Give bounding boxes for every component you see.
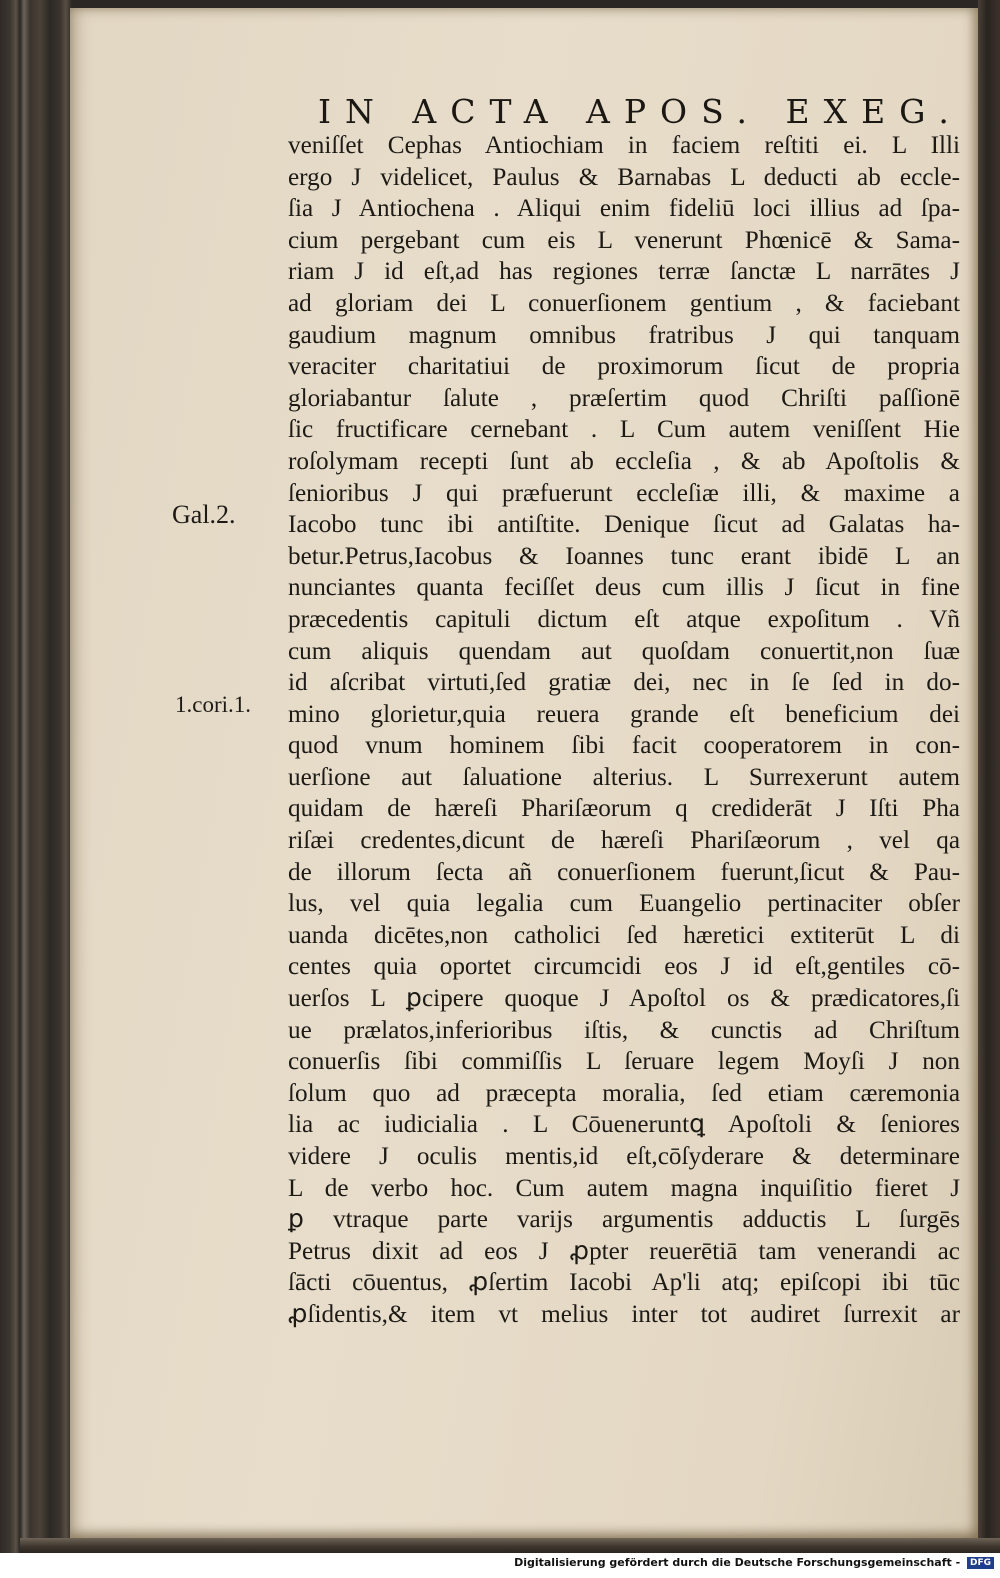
text-line: id aſcribat virtuti,ſed gratiæ dei, nec in ſe ſed in do- [288,669,960,697]
text-line: ſācti cōuentus, ꝓſertim Iacobi Ap'li atq; epiſcopi ibi tūc [288,1269,960,1297]
text-line: ſic fructificare cernebant . L Cum autem veniſſent Hie [288,416,960,444]
text-line: uerſos L ꝑcipere quoque J Apoſtol os & prædicatores,ſi [288,985,960,1013]
text-line: ad gloriam dei L conuerſionem gentium , & faciebant [288,289,960,317]
dfg-logo: DFG [967,1557,994,1569]
text-line: uanda dicētes,non catholici ſed hæretici extiterūt L di [288,921,960,949]
text-line: quidam de hæreſi Phariſæorum q crediderāt J Iſti Pha [288,795,960,823]
text-line: gloriabantur ſalute , præſertim quod Chriſti paſſionē [288,384,960,412]
page-edge-right [978,0,1000,1553]
text-line: ſolum quo ad præcepta moralia, ſed etiam cæremonia [288,1079,960,1107]
text-line: gaudium magnum omnibus fratribus J qui tanquam [288,321,960,349]
text-line: ergo J videlicet, Paulus & Barnabas L deducti ab eccle- [288,163,960,191]
text-line: ſenioribus J qui præfuerunt eccleſiæ illi, & maxime a [288,479,960,507]
text-block [288,130,960,1331]
text-line: cum aliquis quendam aut quoſdam conuertit,non ſuæ [288,637,960,665]
text-line: veniſſet Cephas Antiochiam in faciem reſtiti ei. L Illi [288,132,960,159]
text-line: ſia J Antiochena . Aliqui enim fideliū loci illius ad ſpa- [288,195,960,223]
text-line: præcedentis capituli dictum eſt atque expoſitum . Vñ [288,605,960,633]
text-line: veraciter charitatiui de proximorum ſicut de propria [288,353,960,381]
text-line: quod vnum hominem ſibi facit cooperatorem in con- [288,732,960,760]
margin-note-gal: Gal.2. [172,500,236,529]
text-line: mino glorietur,quia reuera grande eſt beneficium dei [288,700,960,728]
text-line: Iacobo tunc ibi antiſtite. Denique ſicut ad Galatas ha- [288,511,960,539]
text-line: L de verbo hoc. Cum autem magna inquiſitio fieret J [288,1174,960,1202]
text-line: videre J oculis mentis,id eſt,cōſyderare & determinare [288,1143,960,1170]
text-line: roſolymam recepti ſunt ab eccleſia , & ab Apoſtolis & [288,447,960,475]
text-line: ꝓſidentis,& item vt melius inter tot audiret ſurrexit ar [288,1300,960,1328]
margin-note-cori: 1.cori.1. [175,692,252,717]
text-line: lia ac iudicialia . L Cōueneruntꝗ Apoſtoli & ſeniores [288,1111,960,1139]
text-line: riam J id eſt,ad has regiones terræ ſanctæ L narrātes J [288,258,960,286]
running-head: IN ACTA APOS. EXEG. [318,92,963,131]
text-line: Petrus dixit ad eos J ꝓpter reuerētiā tam venerandi ac [288,1237,960,1265]
text-line: ꝑ vtraque parte varijs argumentis adductis L ſurgēs [288,1206,960,1234]
text-line: riſæi credentes,dicunt de hæreſi Phariſæorum , vel qa [288,827,960,855]
text-line: nunciantes quanta feciſſet deus cum illis J ſicut in fine [288,574,960,602]
text-line: cium pergebant cum eis L venerunt Phœnicē & Sama- [288,226,960,254]
text-line: centes quia oportet circumcidi eos J id eſt,gentiles cō- [288,953,960,981]
text-line: conuerſis ſibi commiſſis L ſeruare legem Moyſi J non [288,1048,960,1076]
footer-text: Digitalisierung gefördert durch die Deutsche Forschungsgemeinschaft - [514,1556,961,1569]
page-edge-bottom [20,1538,1000,1553]
text-line: uerſione aut ſaluatione alterius. L Surrexerunt autem [288,763,960,791]
text-line: lus, vel quia legalia cum Euangelio pertinaciter obſer [288,890,960,918]
text-line: de illorum ſecta añ conuerſionem fuerunt,ſicut & Pau- [288,858,960,886]
footer-credit [514,1556,994,1569]
text-line: betur.Petrus,Iacobus & Ioannes tunc erant ibidē L an [288,542,960,570]
text-line: ue prælatos,inferioribus iſtis, & cunctis ad Chriſtum [288,1016,960,1044]
